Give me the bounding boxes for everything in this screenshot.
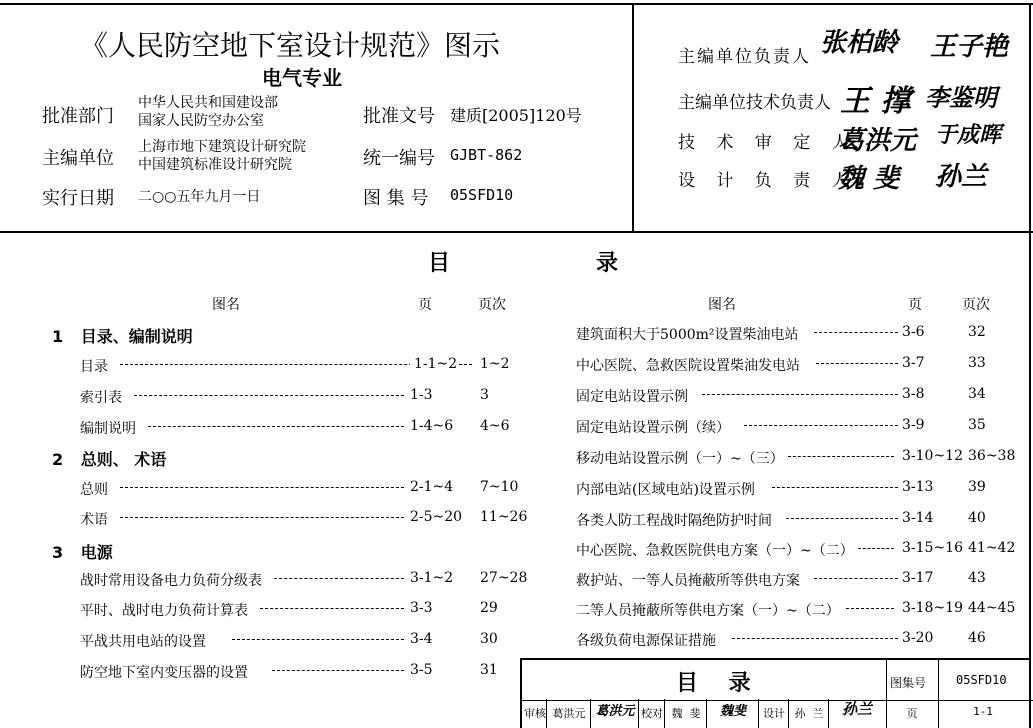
toc-entry-name: 术语 — [80, 512, 108, 528]
toc-entry-pageno: 11~26 — [480, 509, 528, 525]
toc-entry[interactable] — [80, 662, 510, 686]
col-name-right: 图名 — [708, 297, 736, 313]
title-block-title: 目 录 — [676, 671, 751, 696]
toc-entry-name: 编制说明 — [80, 421, 136, 437]
toc-entry-name: 战时常用设备电力负荷分级表 — [80, 573, 262, 589]
title-block-atlas-label: 图集号 — [890, 676, 927, 690]
signature-chief-unit-1: 张柏龄 — [820, 28, 899, 58]
toc-entry-pageno: 36~38 — [968, 448, 1016, 464]
toc-entry[interactable] — [80, 356, 510, 380]
toc-entry-pageno: 4~6 — [480, 418, 510, 434]
section-2 — [52, 447, 166, 470]
leader-line — [858, 548, 894, 549]
leader-line — [232, 639, 404, 640]
toc-entry-page: 2-1~4 — [410, 479, 454, 495]
signature-design-1: 魏 斐 — [838, 164, 900, 194]
signature-chief-tech-1: 王 撑 — [840, 84, 911, 119]
col-name-left: 图名 — [212, 297, 240, 313]
toc-entry-name: 移动电站设置示例（一）~（三） — [576, 451, 784, 467]
design-signature: 孙兰 — [841, 700, 872, 718]
toc-entry-page: 3-13 — [902, 479, 934, 495]
toc-entry[interactable] — [576, 540, 1016, 564]
toc-entry-name: 固定电站设置示例 — [576, 389, 688, 405]
section-1-title: 目录、编制说明 — [80, 327, 193, 346]
toc-entry[interactable] — [80, 570, 528, 594]
toc-entry-page: 1-1~2 — [410, 356, 457, 372]
cell-divider — [758, 699, 759, 728]
chief-unit-person-label: 主编单位负责人 — [678, 47, 811, 67]
section-1 — [52, 324, 193, 347]
leader-line — [814, 332, 898, 333]
toc-entry-name: 二等人员掩蔽所等供电方案（一）~（二） — [576, 603, 840, 619]
approval-doc-value: 建质[2005]120号 — [450, 106, 582, 125]
toc-entry-pageno: 33 — [968, 355, 986, 371]
effective-date-value: 二○○五年九月一日 — [138, 189, 261, 205]
section-3 — [52, 540, 113, 563]
leader-line — [846, 608, 894, 609]
cell-divider — [590, 699, 591, 728]
toc-entry[interactable] — [576, 324, 1016, 348]
toc-entry[interactable] — [576, 417, 1016, 441]
leader-line — [134, 395, 404, 396]
chief-unit-value-2: 中国建筑标准设计研究院 — [138, 157, 292, 173]
toc-entry-pageno: 3 — [480, 387, 489, 403]
toc-entry-pageno: 34 — [968, 386, 986, 402]
section-3-title: 电源 — [80, 543, 113, 562]
chief-unit-label: 主编单位 — [42, 148, 114, 169]
toc-entry-page: 3-14 — [902, 510, 934, 526]
cell-divider — [638, 699, 639, 728]
cell-divider — [664, 699, 665, 728]
atlas-no-label: 图 集 号 — [363, 188, 429, 209]
toc-entry-pageno: 40 — [968, 510, 986, 526]
frame-top — [0, 3, 1033, 5]
toc-entry[interactable] — [576, 479, 1016, 503]
toc-entry-page: 2-5~20 — [410, 509, 463, 525]
toc-entry-pageno: 1~2 — [480, 356, 510, 372]
document-subtitle: 电气专业 — [262, 66, 342, 90]
signature-chief-unit-2: 王子艳 — [930, 32, 1009, 62]
leader-line — [274, 578, 404, 579]
toc-entry-page: 3-9 — [902, 417, 925, 433]
toc-entry-name: 内部电站(区域电站)设置示例 — [576, 482, 755, 498]
toc-entry[interactable] — [576, 448, 1016, 472]
toc-entry-pageno: 32 — [968, 324, 986, 340]
review-name: 葛洪元 — [552, 707, 586, 720]
leader-line — [148, 426, 404, 427]
toc-entry-pageno: 44~45 — [968, 600, 1016, 616]
signature-tech-review-2: 于成晖 — [935, 122, 1002, 148]
toc-entry-page: 3-7 — [902, 355, 925, 371]
toc-entry[interactable] — [576, 600, 1016, 624]
toc-entry[interactable] — [576, 510, 1016, 534]
toc-entry-page: 3-15~16 — [902, 540, 963, 556]
cell-divider — [706, 699, 707, 728]
toc-entry-pageno: 35 — [968, 417, 986, 433]
approval-dept-label: 批准部门 — [42, 106, 114, 127]
design-name: 孙 兰 — [794, 707, 824, 720]
toc-entry-name: 中心医院、急救医院设置柴油发电站 — [576, 358, 800, 374]
chief-unit-tech-label: 主编单位技术负责人 — [678, 93, 831, 113]
toc-entry[interactable] — [576, 630, 1016, 654]
design-person-label: 设 计 负 责 人 — [678, 171, 857, 191]
toc-entry[interactable] — [80, 631, 510, 655]
toc-entry-name: 平时、战时电力负荷计算表 — [80, 603, 248, 619]
toc-entry-page: 3-3 — [410, 600, 433, 616]
cell-divider — [788, 699, 789, 728]
review-label: 审核 — [524, 707, 546, 720]
toc-entry-page: 1-4~6 — [410, 418, 454, 434]
toc-entry-name: 中心医院、急救医院供电方案（一）~（二） — [576, 543, 854, 559]
toc-entry-pageno: 31 — [480, 662, 498, 678]
toc-entry-name: 各类人防工程战时隔绝防护时间 — [576, 513, 772, 529]
toc-entry[interactable] — [80, 509, 528, 533]
atlas-no-value: 05SFD10 — [450, 186, 514, 204]
leader-line — [744, 425, 898, 426]
cell-divider — [828, 699, 829, 728]
toc-entry-page: 3-8 — [902, 386, 925, 402]
toc-entry-name: 索引表 — [80, 390, 122, 406]
col-page-right: 页 — [908, 297, 922, 313]
frame-header-divider — [632, 3, 634, 232]
check-label: 校对 — [641, 707, 663, 720]
col-pageno-right: 页次 — [962, 297, 990, 313]
frame-header-bottom — [0, 231, 1033, 233]
page-value: 1-1 — [973, 705, 993, 718]
unified-no-value: GJBT-862 — [450, 146, 523, 164]
chief-unit-value-1: 上海市地下建筑设计研究院 — [138, 139, 306, 155]
leader-line — [814, 578, 898, 579]
unified-no-label: 统一编号 — [363, 148, 435, 169]
toc-entry-pageno: 27~28 — [480, 570, 528, 586]
leader-line — [120, 517, 404, 518]
toc-entry-name: 平战共用电站的设置 — [80, 634, 206, 650]
toc-entry-page: 3-4 — [410, 631, 433, 647]
title-block-atlas-value: 05SFD10 — [956, 673, 1007, 687]
signature-chief-tech-2: 李鉴明 — [925, 83, 997, 112]
signature-tech-review-1: 葛洪元 — [838, 126, 917, 156]
toc-entry[interactable] — [80, 600, 510, 624]
toc-entry[interactable] — [576, 570, 1016, 594]
signature-design-2: 孙兰 — [935, 162, 988, 192]
leader-line — [816, 363, 898, 364]
toc-entry[interactable] — [80, 418, 510, 442]
toc-entry-name: 固定电站设置示例（续） — [576, 420, 730, 436]
leader-line — [260, 608, 404, 609]
toc-entry[interactable] — [576, 386, 1016, 410]
toc-entry-name: 各级负荷电源保证措施 — [576, 633, 716, 649]
toc-entry-pageno: 46 — [968, 630, 986, 646]
approval-doc-label: 批准文号 — [363, 106, 435, 127]
leader-line — [732, 638, 898, 639]
leader-line — [702, 394, 898, 395]
frame-right — [1029, 3, 1031, 728]
check-name: 魏 斐 — [671, 707, 701, 720]
toc-entry[interactable] — [576, 355, 1016, 379]
section-2-title: 总则、 术语 — [80, 450, 167, 469]
section-3-num: 3 — [52, 543, 64, 562]
toc-entry-page: 3-5 — [410, 662, 433, 678]
toc-entry-page: 3-17 — [902, 570, 934, 586]
check-signature: 魏斐 — [719, 704, 746, 719]
toc-entry-pageno: 43 — [968, 570, 986, 586]
toc-entry-page: 3-20 — [902, 630, 934, 646]
page-label: 页 — [906, 707, 918, 720]
toc-heading-2: 录 — [596, 251, 619, 276]
toc-entry[interactable] — [80, 479, 519, 503]
toc-entry-name: 目录 — [80, 359, 108, 375]
approval-dept-value-1: 中华人民共和国建设部 — [138, 95, 278, 111]
toc-entry-page: 3-18~19 — [902, 600, 963, 616]
toc-entry-page: 3-10~12 — [902, 448, 963, 464]
leader-line — [272, 670, 404, 671]
leader-line — [772, 487, 898, 488]
approval-dept-value-2: 国家人民防空办公室 — [138, 113, 264, 129]
toc-entry-name: 救护站、一等人员掩蔽所等供电方案 — [576, 573, 800, 589]
toc-entry-pageno: 29 — [480, 600, 498, 616]
review-signature: 葛洪元 — [595, 704, 635, 719]
toc-entry-name: 总则 — [80, 482, 108, 498]
toc-entry-name: 防空地下室内变压器的设置 — [80, 665, 248, 681]
toc-entry-pageno: 39 — [968, 479, 986, 495]
toc-entry-name: 建筑面积大于5000m²设置柴油电站 — [576, 327, 799, 343]
design-label: 设计 — [763, 707, 785, 720]
leader-line — [120, 487, 404, 488]
toc-heading-1: 目 — [428, 251, 451, 276]
toc-entry-pageno: 7~10 — [480, 479, 519, 495]
toc-entry-page: 3-6 — [902, 324, 925, 340]
col-page-left: 页 — [418, 297, 432, 313]
section-1-num: 1 — [52, 327, 64, 346]
toc-entry[interactable] — [80, 387, 510, 411]
toc-entry-page: 3-1~2 — [410, 570, 454, 586]
document-title: 《人民防空地下室设计规范》图示 — [80, 29, 501, 62]
section-2-num: 2 — [52, 450, 64, 469]
toc-entry-page: 1-3 — [410, 387, 433, 403]
toc-entry-pageno: 30 — [480, 631, 498, 647]
leader-line — [786, 518, 898, 519]
effective-date-label: 实行日期 — [42, 188, 114, 209]
toc-entry-pageno: 41~42 — [968, 540, 1016, 556]
tech-review-label: 技 术 审 定 人 — [678, 133, 857, 153]
col-pageno-left: 页次 — [478, 297, 506, 313]
leader-line — [788, 456, 894, 457]
cell-divider — [546, 699, 547, 728]
